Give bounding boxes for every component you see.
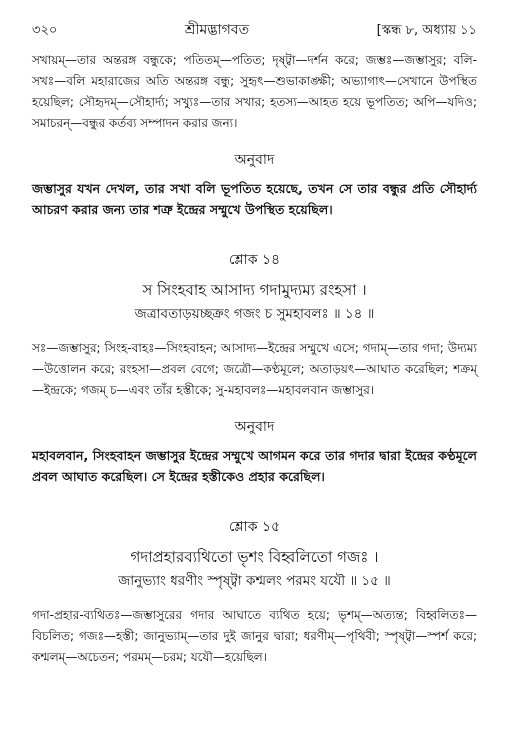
verse-15-synonyms: গদা-প্রহার-ব্যথিতঃ—জম্ভাসুরের গদার আঘাতে ব্যথিত হয়ে; ভৃশম্—অত্যন্ত; বিহ্বলিতঃ—বিচলিত; গজঃ—হস্তী; জানুভ্যাম্—তার দুই জানুর দ্বারা; ধরণীম্—পৃথিবী; স্পৃষ্ট্বা—স্পর্শ করে; কশ্মলম্—অচেতন; পরমম্—চরম; যযৌ—হয়েছিল। (32, 608, 477, 664)
translation-heading-2: অনুবাদ (234, 419, 275, 435)
verse-14-synonyms: সঃ—জম্ভাসুর; সিংহ-বাহঃ—সিংহবাহন; আসাদ্য—ইন্দ্রের সম্মুখে এসে; গদাম্—তার গদা; উদ্যম্য—উত্তোলন করে; রংহসা—প্রবল বেগে; জত্রৌ—কণ্ঠমূলে; অতাড়য়ৎ—আঘাত করেছিল; শক্রম্—ইন্দ্রকে; গজম্ চ—এবং তাঁর হস্তীকে; সু-মহাবলঃ—মহাবলবান জম্ভাসুর। (32, 341, 477, 397)
synonyms-paragraph-top: সখায়ম্—তার অন্তরঙ্গ বন্ধুকে; পতিতম্—পতিত; দৃষ্ট্বা—দর্শন করে; জম্ভঃ—জম্ভাসুর; বলি-সখঃ—বলি মহারাজের অতি অন্তরঙ্গ বন্ধু; সুহৃৎ—শুভাকাঙ্ক্ষী; অভ্যাগাৎ—সেখানে উপস্থিত হয়েছিল; সৌহৃদম্—সৌহার্দ্য; সখ্যুঃ—তার সখার; হতস্য—আহত হয়ে ভূপতিত; অপি—যদিও; সমাচরন্—বন্ধুর কর্তব্য সম্পাদন করার জন্য। (32, 53, 477, 130)
verse-15-line-2: জানুভ্যাং ধরণীং স্পৃষ্ট্বা কশ্মলং পরমং যযৌ ॥ ১৫ ॥ (118, 573, 391, 589)
page-number: ৩২০ (32, 23, 58, 38)
verse-15-heading: শ্লোক ১৫ (228, 519, 281, 535)
verse-15-line-1: গদাপ্রহারব্যথিতো ভৃশং বিহ্বলিতো গজঃ । (130, 548, 379, 566)
verse-14-line-1: স সিংহবাহ আসাদ্য গদামুদ্যম্য রংহসা । (142, 281, 367, 299)
verse-14-line-2: জত্রাবতাড়য়চ্ছক্রং গজং চ সুমহাবলঃ ॥ ১৪ ॥ (134, 306, 375, 322)
page-header (32, 0, 477, 42)
verse-14-heading: শ্লোক ১৪ (228, 252, 281, 268)
chapter-reference: [স্কন্ধ ৮, অধ্যায় ১১ (376, 23, 477, 38)
translation-heading-1: অনুবাদ (234, 152, 275, 168)
translation-text-2: মহাবলবান, সিংহবাহন জম্ভাসুর ইন্দ্রের সম্মুখে আগমন করে তার গদার দ্বারা ইন্দ্রের কণ্ঠমূলে প্রবল আঘাত করেছিল। সে ইন্দ্রের হস্তীকেও প্রহার করেছিল। (32, 448, 477, 484)
book-title: শ্রীমদ্ভাগবত (184, 22, 250, 38)
translation-text-1: জম্ভাসুর যখন দেখল, তার সখা বলি ভূপতিত হয়েছে, তখন সে তার বন্ধুর প্রতি সৌহার্দ্য আচরণ করার জন্য তার শত্রু ইন্দ্রের সম্মুখে উপস্থিত হয়েছিল। (32, 181, 477, 217)
